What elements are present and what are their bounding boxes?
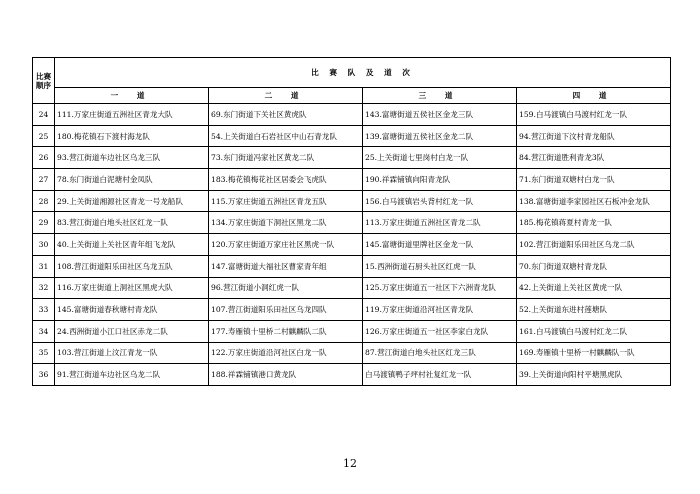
lane-3-team-cell: 145.富塘街道里牌社区金龙一队: [363, 234, 517, 256]
lane-3-team-cell: 125.万家庄街道五一社区下六洲青龙队: [363, 277, 517, 299]
schedule-body: [33, 104, 671, 386]
lane-1-header: 一 道: [55, 88, 209, 104]
lane-2-team-cell: 115.万家庄街道五洲社区青龙五队: [209, 190, 363, 212]
table-row: [33, 212, 671, 234]
lane-1-team-cell: 24.西洲街道小江口社区赤龙二队: [55, 320, 209, 342]
lane-2-team-cell: 177.寿雁镇十里桥二村麒麟队二队: [209, 320, 363, 342]
table-row: [33, 364, 671, 386]
lane-1-team-cell: 180.梅花镇石下渡村海龙队: [55, 125, 209, 147]
lane-2-team-cell: 188.祥霖铺镇港口黄龙队: [209, 364, 363, 386]
table-row: [33, 147, 671, 169]
race-order-cell: 30: [33, 234, 55, 256]
lane-4-team-cell: 161.白马渡镇白马渡村红龙二队: [517, 320, 671, 342]
lane-2-header: 二 道: [209, 88, 363, 104]
lane-1-team-cell: 103.营江街道上汶江青龙一队: [55, 342, 209, 364]
lane-4-team-cell: 42.上关街道上关社区黄虎一队: [517, 277, 671, 299]
lane-4-team-cell: 185.梅花镇蒋夏村青龙一队: [517, 212, 671, 234]
order-header: 比赛顺序: [33, 58, 55, 104]
race-order-cell: 35: [33, 342, 55, 364]
table-row: [33, 277, 671, 299]
table-row: [33, 190, 671, 212]
lane-3-team-cell: 白马渡镇鸭子坪村社复红龙一队: [363, 364, 517, 386]
race-order-cell: 36: [33, 364, 55, 386]
lane-4-team-cell: 52.上关街道东进村莲塘队: [517, 299, 671, 321]
lane-4-team-cell: 84.营江街道胜利青龙3队: [517, 147, 671, 169]
lane-3-team-cell: 143.富塘街道五侯社区金龙三队: [363, 104, 517, 126]
race-order-cell: 26: [33, 147, 55, 169]
race-order-cell: 31: [33, 255, 55, 277]
lane-4-team-cell: 102.营江街道阳乐田社区乌龙二队: [517, 234, 671, 256]
lane-2-team-cell: 69.东门街道下关社区黄虎队: [209, 104, 363, 126]
lane-2-team-cell: 107.营江街道阳乐田社区乌龙四队: [209, 299, 363, 321]
teams-lanes-header: 比 赛 队 及 道 次: [55, 58, 671, 88]
table-row: [33, 342, 671, 364]
table-row: [33, 234, 671, 256]
race-order-cell: 24: [33, 104, 55, 126]
lane-1-team-cell: 116.万家庄街道上洞社区黑虎大队: [55, 277, 209, 299]
lane-1-team-cell: 108.营江街道阳乐田社区乌龙五队: [55, 255, 209, 277]
lane-2-team-cell: 73.东门街道冯家社区黄龙二队: [209, 147, 363, 169]
lane-3-team-cell: 126.万家庄街道五一社区李家白龙队: [363, 320, 517, 342]
lane-1-team-cell: 93.营江街道车边社区乌龙三队: [55, 147, 209, 169]
table-row: [33, 320, 671, 342]
race-order-cell: 25: [33, 125, 55, 147]
lane-4-team-cell: 159.白马渡镇白马渡村红龙一队: [517, 104, 671, 126]
lane-2-team-cell: 183.梅花镇梅花社区居委会飞虎队: [209, 169, 363, 191]
lane-4-team-cell: 94.营江街道下汶村青龙船队: [517, 125, 671, 147]
table-row: [33, 104, 671, 126]
lane-1-team-cell: 78.东门街道白泥塘村金凤队: [55, 169, 209, 191]
lane-1-team-cell: 145.富塘街道春秋塘村青龙队: [55, 299, 209, 321]
table-row: [33, 255, 671, 277]
lane-3-team-cell: 190.祥霖铺镇向阳青龙队: [363, 169, 517, 191]
lane-3-team-cell: 25.上关街道七里岗村白龙一队: [363, 147, 517, 169]
lane-1-team-cell: 83.营江街道白地头社区红龙一队: [55, 212, 209, 234]
lane-1-team-cell: 91.营江街道车边社区乌龙二队: [55, 364, 209, 386]
race-order-cell: 27: [33, 169, 55, 191]
lane-2-team-cell: 96.营江街道小洞红虎一队: [209, 277, 363, 299]
lane-1-team-cell: 29.上关街道湘源社区青龙一号龙船队: [55, 190, 209, 212]
schedule-table: [32, 57, 671, 386]
lane-4-team-cell: 138.富塘街道李家园社区石板冲金龙队: [517, 190, 671, 212]
race-order-cell: 33: [33, 299, 55, 321]
lane-2-team-cell: 134.万家庄街道下洞社区黑龙二队: [209, 212, 363, 234]
lane-4-team-cell: 39.上关街道向阳村平塘黑虎队: [517, 364, 671, 386]
lane-1-team-cell: 111.万家庄街道五洲社区青龙大队: [55, 104, 209, 126]
race-order-cell: 29: [33, 212, 55, 234]
lane-2-team-cell: 147.富塘街道大福社区曹家青年组: [209, 255, 363, 277]
race-order-cell: 32: [33, 277, 55, 299]
lane-2-team-cell: 54.上关街道白石岩社区中山石青龙队: [209, 125, 363, 147]
lane-3-header: 三 道: [363, 88, 517, 104]
lane-3-team-cell: 119.万家庄街道沿河社区青龙队: [363, 299, 517, 321]
lane-3-team-cell: 139.富塘街道五侯社区金龙二队: [363, 125, 517, 147]
lane-3-team-cell: 113.万家庄街道五洲社区青龙二队: [363, 212, 517, 234]
lane-2-team-cell: 120.万家庄街道万家庄社区黑虎一队: [209, 234, 363, 256]
lane-3-team-cell: 15.西洲街道石厨头社区红虎一队: [363, 255, 517, 277]
race-order-cell: 34: [33, 320, 55, 342]
page-number: 12: [343, 457, 357, 470]
lane-4-team-cell: 70.东门街道双塘村青龙队: [517, 255, 671, 277]
table-row: [33, 299, 671, 321]
race-order-cell: 28: [33, 190, 55, 212]
lane-3-team-cell: 87.营江街道白地头社区红龙三队: [363, 342, 517, 364]
lane-2-team-cell: 122.万家庄街道沿河社区白龙一队: [209, 342, 363, 364]
lane-3-team-cell: 156.白马渡镇岩头背村红龙一队: [363, 190, 517, 212]
table-row: [33, 125, 671, 147]
lane-4-team-cell: 169.寿雁镇十里桥一村麒麟队一队: [517, 342, 671, 364]
lane-4-header: 四 道: [517, 88, 671, 104]
lane-1-team-cell: 40.上关街道上关社区青年组飞龙队: [55, 234, 209, 256]
lane-4-team-cell: 71.东门街道双塘村白龙一队: [517, 169, 671, 191]
table-row: [33, 169, 671, 191]
